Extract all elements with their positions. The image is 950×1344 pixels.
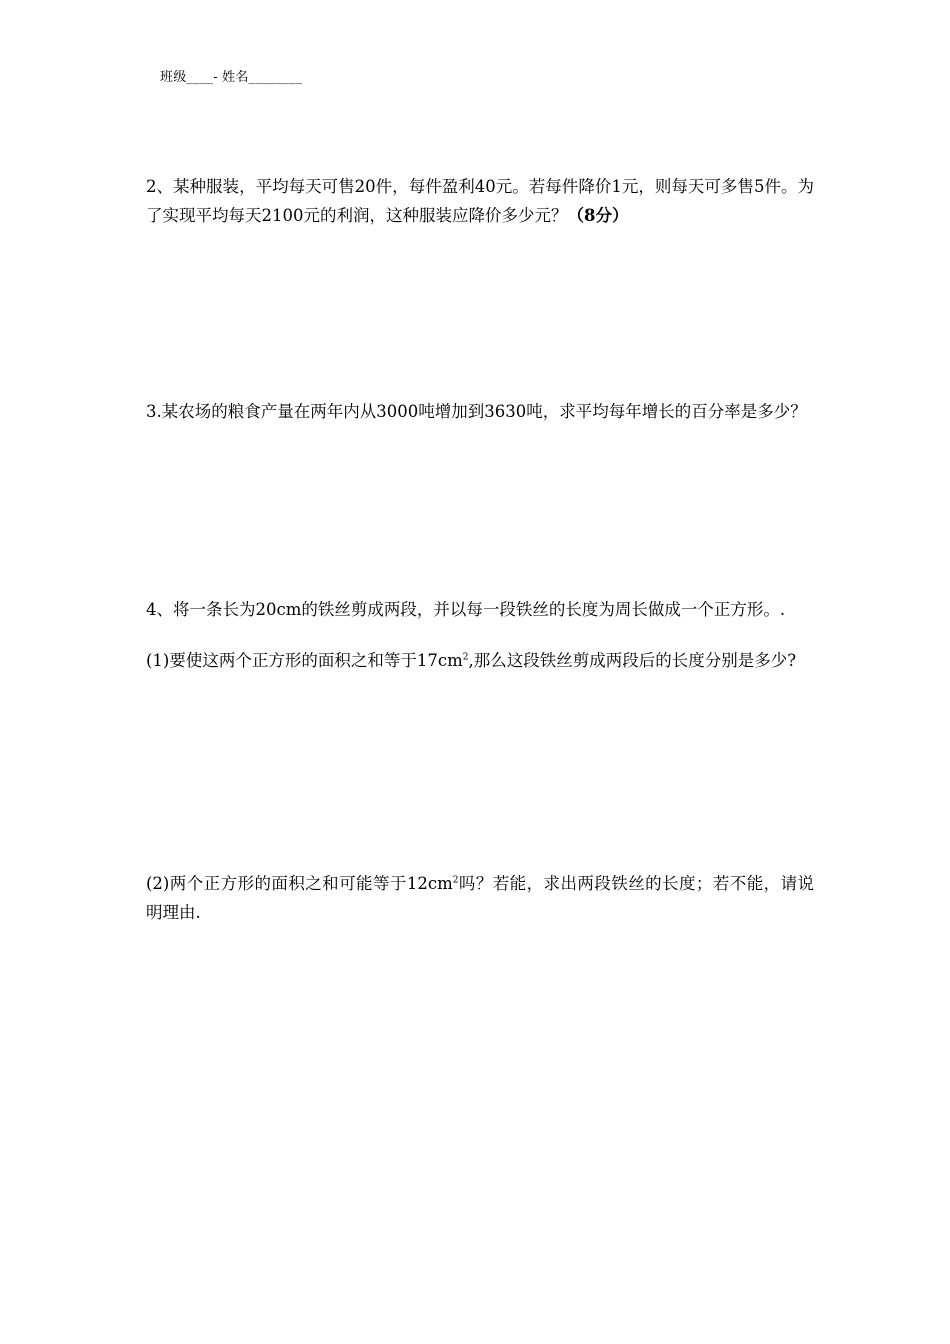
question-4-part-1-text-a: (1)要使这两个正方形的面积之和等于17cm	[146, 651, 463, 670]
question-2-text: 2、某种服装，平均每天可售20件，每件盈利40元。若每件降价1元，则每天可多售5件。为了实现平均每天2100元的利润，这种服装应降价多少元？	[146, 177, 814, 225]
question-4-part-2	[146, 869, 814, 927]
question-4-part-1	[146, 646, 814, 675]
name-label: 姓名________	[222, 70, 303, 85]
question-2	[146, 172, 814, 230]
question-4-part-2-text-a: (2)两个正方形的面积之和可能等于12cm	[146, 874, 453, 893]
question-4-part-2-text-b: 吗？若能，求出两段铁丝的长度；若不能，请说明理由.	[146, 874, 814, 922]
student-info-header	[160, 66, 302, 85]
question-2-score: （8分）	[567, 206, 629, 225]
question-4-part-1-text-b: ,那么这段铁丝剪成两段后的长度分别是多少?	[468, 651, 797, 670]
question-3-text: 3.某农场的粮食产量在两年内从3000吨增加到3630吨，求平均每年增长的百分率是多少？	[146, 402, 807, 421]
square-exponent: 2	[462, 652, 469, 663]
question-4-intro-text: 4、将一条长为20cm的铁丝剪成两段，并以每一段铁丝的长度为周长做成一个正方形。.	[146, 600, 786, 619]
question-3	[146, 397, 814, 426]
question-4-intro	[146, 595, 814, 624]
square-exponent: 2	[452, 875, 459, 886]
class-label: 班级____-	[160, 70, 218, 85]
